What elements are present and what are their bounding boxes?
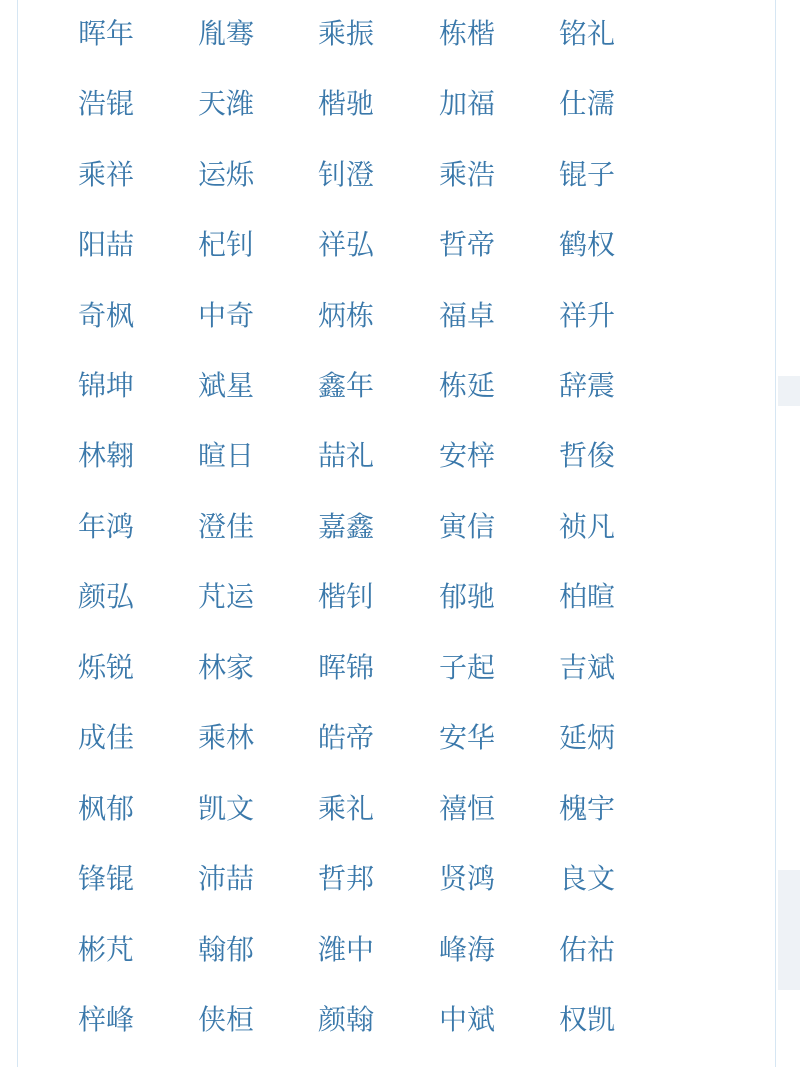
name-item[interactable]: 鹤权 [559, 228, 616, 261]
name-row [18, 718, 777, 758]
name-item[interactable]: 楷钊 [318, 580, 375, 613]
name-row [18, 507, 777, 547]
name-item[interactable]: 翰郁 [198, 933, 255, 966]
name-item[interactable]: 乘林 [198, 721, 255, 754]
name-item[interactable]: 奇枫 [78, 299, 135, 332]
name-item[interactable]: 福卓 [439, 299, 496, 332]
name-row [18, 84, 777, 124]
name-item[interactable]: 栋延 [439, 369, 496, 402]
name-item[interactable]: 彬芃 [78, 933, 135, 966]
name-row [18, 366, 777, 406]
name-item[interactable]: 吉斌 [559, 651, 616, 684]
name-item[interactable]: 禧恒 [439, 792, 496, 825]
scrollbar-segment[interactable] [778, 376, 800, 406]
name-list-panel [17, 0, 776, 1067]
name-item[interactable]: 锦坤 [78, 369, 135, 402]
name-grid [18, 0, 777, 1067]
name-item[interactable]: 安华 [439, 721, 496, 754]
name-item[interactable]: 成佳 [78, 721, 135, 754]
name-item[interactable]: 栋楷 [439, 17, 496, 50]
name-item[interactable]: 天潍 [198, 87, 255, 120]
name-item[interactable]: 浩锟 [78, 87, 135, 120]
name-item[interactable]: 祥升 [559, 299, 616, 332]
name-item[interactable]: 乘浩 [439, 158, 496, 191]
name-row [18, 14, 777, 54]
name-item[interactable]: 佑祜 [559, 933, 616, 966]
name-row [18, 577, 777, 617]
name-item[interactable]: 乘祥 [78, 158, 135, 191]
name-item[interactable]: 权凯 [559, 1003, 616, 1036]
name-item[interactable]: 加福 [439, 87, 496, 120]
name-item[interactable]: 铭礼 [559, 17, 616, 50]
name-row [18, 859, 777, 899]
name-item[interactable]: 锟子 [559, 158, 616, 191]
name-item[interactable]: 林家 [198, 651, 255, 684]
name-item[interactable]: 锋锟 [78, 862, 135, 895]
name-item[interactable]: 哲帝 [439, 228, 496, 261]
name-item[interactable]: 贤鸿 [439, 862, 496, 895]
name-item[interactable]: 斌星 [198, 369, 255, 402]
name-item[interactable]: 郁驰 [439, 580, 496, 613]
name-item[interactable]: 子起 [439, 651, 496, 684]
name-row [18, 155, 777, 195]
name-item[interactable]: 晖年 [78, 17, 135, 50]
name-item[interactable]: 仕濡 [559, 87, 616, 120]
name-row [18, 930, 777, 970]
scrollbar-segment-lower[interactable] [778, 870, 800, 990]
name-item[interactable]: 运烁 [198, 158, 255, 191]
name-item[interactable]: 嘉鑫 [318, 510, 375, 543]
name-item[interactable]: 阳喆 [78, 228, 135, 261]
name-item[interactable]: 乘礼 [318, 792, 375, 825]
name-item[interactable]: 鑫年 [318, 369, 375, 402]
name-item[interactable]: 峰海 [439, 933, 496, 966]
name-row [18, 648, 777, 688]
name-item[interactable]: 安梓 [439, 439, 496, 472]
name-item[interactable]: 哲俊 [559, 439, 616, 472]
name-item[interactable]: 乘振 [318, 17, 375, 50]
name-item[interactable]: 钊澄 [318, 158, 375, 191]
name-item[interactable]: 槐宇 [559, 792, 616, 825]
name-item[interactable]: 晖锦 [318, 651, 375, 684]
name-item[interactable]: 中奇 [198, 299, 255, 332]
name-item[interactable]: 梓峰 [78, 1003, 135, 1036]
name-item[interactable]: 杞钊 [198, 228, 255, 261]
name-item[interactable]: 柏暄 [559, 580, 616, 613]
name-item[interactable]: 暄日 [198, 439, 255, 472]
name-item[interactable]: 澄佳 [198, 510, 255, 543]
name-item[interactable]: 祥弘 [318, 228, 375, 261]
name-item[interactable]: 烁锐 [78, 651, 135, 684]
name-item[interactable]: 颜弘 [78, 580, 135, 613]
name-item[interactable]: 延炳 [559, 721, 616, 754]
name-item[interactable]: 寅信 [439, 510, 496, 543]
name-item[interactable]: 侠桓 [198, 1003, 255, 1036]
name-item[interactable]: 年鸿 [78, 510, 135, 543]
name-item[interactable]: 良文 [559, 862, 616, 895]
name-item[interactable]: 凯文 [198, 792, 255, 825]
name-item[interactable]: 祯凡 [559, 510, 616, 543]
name-item[interactable]: 沛喆 [198, 862, 255, 895]
name-item[interactable]: 胤骞 [198, 17, 255, 50]
name-item[interactable]: 楷驰 [318, 87, 375, 120]
name-row [18, 296, 777, 336]
name-item[interactable]: 颜翰 [318, 1003, 375, 1036]
name-item[interactable]: 芃运 [198, 580, 255, 613]
name-item[interactable]: 林翱 [78, 439, 135, 472]
name-item[interactable]: 辞震 [559, 369, 616, 402]
name-row [18, 1000, 777, 1040]
name-row [18, 225, 777, 265]
name-row [18, 436, 777, 476]
name-item[interactable]: 中斌 [439, 1003, 496, 1036]
name-item[interactable]: 枫郁 [78, 792, 135, 825]
name-item[interactable]: 喆礼 [318, 439, 375, 472]
name-item[interactable]: 潍中 [318, 933, 375, 966]
name-row [18, 789, 777, 829]
name-item[interactable]: 哲邦 [318, 862, 375, 895]
name-item[interactable]: 皓帝 [318, 721, 375, 754]
name-item[interactable]: 炳栋 [318, 299, 375, 332]
